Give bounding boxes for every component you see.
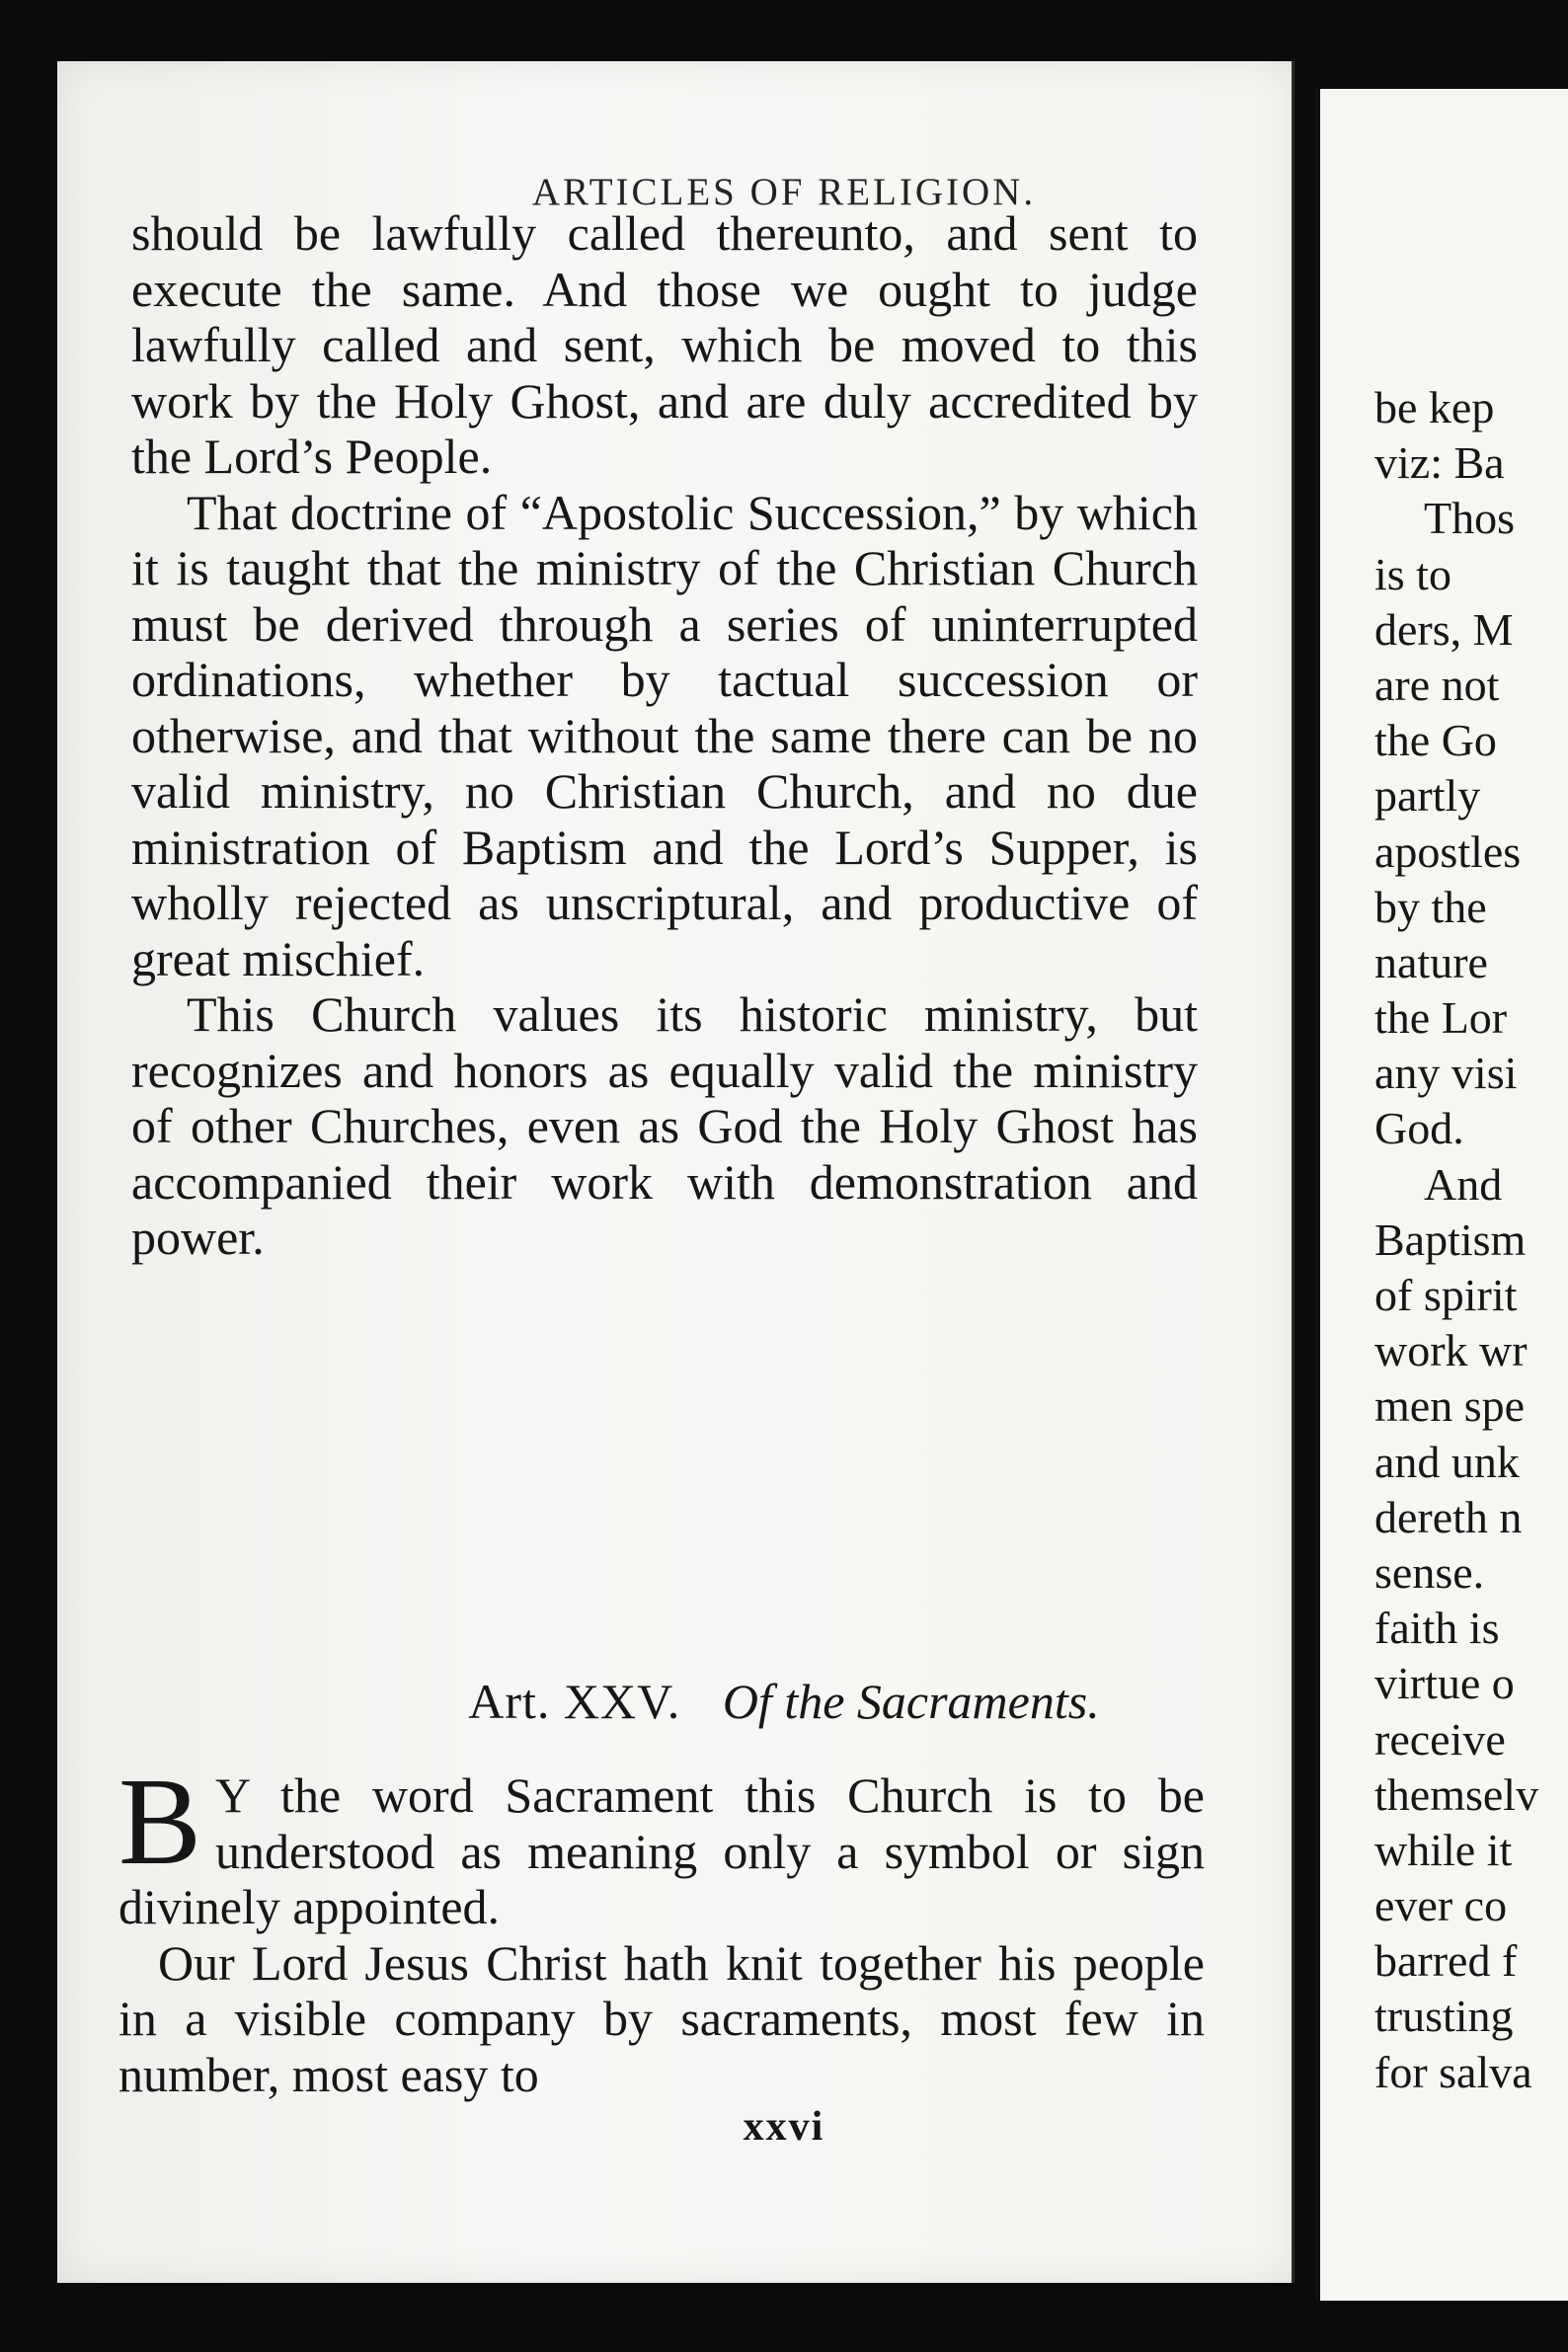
right-page-line: nature: [1374, 936, 1488, 987]
right-page-line: are not: [1374, 659, 1500, 710]
article-heading: [0, 1673, 1568, 1730]
right-page-line: for salva: [1374, 2046, 1532, 2097]
right-page-line: trusting: [1374, 1991, 1514, 2042]
paragraph-1: should be lawfully called thereunto, and sent to execute the same. And those we ought to judge lawfully called and sent, which be moved to this work by the Holy Ghost, and are duly accredited by the Lord’s People.: [131, 205, 1198, 484]
right-page-line: God.: [1374, 1103, 1464, 1154]
right-page-line: sense.: [1374, 1546, 1485, 1598]
right-page-line: men spe: [1374, 1380, 1526, 1432]
paragraph-2: That doctrine of “Apostolic Succession,” by which it is taught that the ministry of the Christian Church must be derived through a series of uninterrupted ordinations, whether by tactual succession or otherwise, and that without the same there can be no valid ministry, no Christian Church, and no due ministration of Baptism and the Lord’s Supper, is wholly rejected as unscriptural, and productive of great mischief.: [131, 484, 1198, 986]
right-page-line: while it: [1374, 1824, 1513, 1875]
right-page-text: [1374, 380, 1568, 2100]
drop-cap: B: [118, 1754, 202, 1891]
page-number: xxvi: [743, 2104, 825, 2150]
right-page-line: ever co: [1374, 1880, 1508, 1931]
article-number: Art. XXV.: [468, 1674, 681, 1729]
right-page-line: of spirit: [1374, 1270, 1518, 1320]
right-page-line: And: [1424, 1158, 1503, 1210]
sacraments-paragraph-2: Our Lord Jesus Christ hath knit together his people in a visible company by sacraments, most few in number, most easy to: [118, 1934, 1205, 2102]
right-page-line: themselv: [1374, 1768, 1539, 1820]
sacraments-paragraph-1: [118, 1754, 1205, 1935]
right-page-line: by the: [1374, 881, 1487, 932]
right-page-line: viz: Ba: [1374, 437, 1505, 489]
right-page-line: ders, M: [1374, 603, 1514, 655]
right-page-line: partly: [1374, 770, 1481, 822]
right-page-line: and unk: [1374, 1436, 1520, 1487]
right-page-line: any visi: [1374, 1048, 1518, 1099]
right-page-line: apostles: [1374, 825, 1522, 877]
paragraph-3: This Church values its historic ministry, but recognizes and honors as equally valid the ministry of other Churches, even as God the Holy Ghost has accompanied their work with demonstration and power.: [131, 986, 1198, 1265]
right-page-line: receive: [1374, 1713, 1506, 1764]
sacraments-paragraph-1-text: Y the word Sacrament this Church is to be understood as meaning only a symbol or sign divinely appointed.: [118, 1767, 1205, 1934]
right-page-line: faith is: [1374, 1603, 1500, 1654]
running-head: ARTICLES OF RELIGION.: [531, 171, 1037, 213]
right-page-line: barred f: [1374, 1935, 1518, 1987]
body-text: [131, 205, 1198, 1266]
right-page-line: dereth n: [1374, 1491, 1523, 1542]
right-page-line: Baptism: [1374, 1214, 1527, 1265]
right-page-line: the Lor: [1374, 992, 1508, 1044]
article-title: Of the Sacraments.: [722, 1674, 1100, 1729]
right-page-line: be kep: [1374, 382, 1495, 432]
right-page-line: the Go: [1374, 715, 1497, 766]
right-page-line: Thos: [1424, 493, 1515, 544]
right-page-line: virtue o: [1374, 1658, 1515, 1709]
right-page-line: work wr: [1374, 1325, 1528, 1376]
right-page-line: is to: [1374, 548, 1451, 599]
sacraments-section: [118, 1754, 1205, 2102]
